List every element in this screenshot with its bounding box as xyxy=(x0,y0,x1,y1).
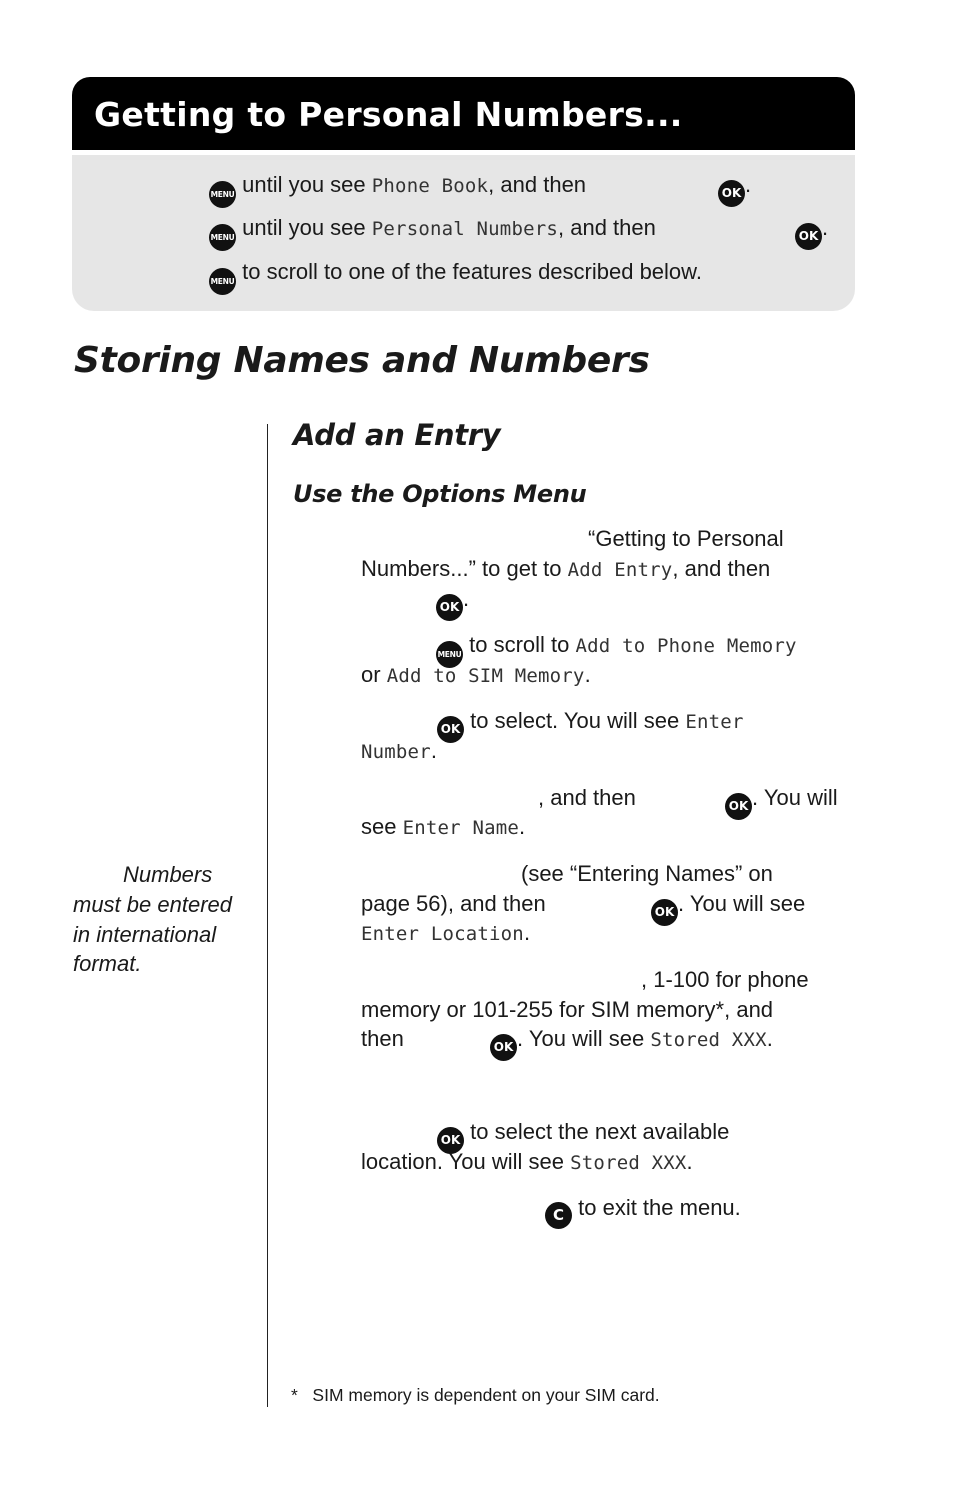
step-4-line-1a: , and then xyxy=(538,785,636,810)
step-5-line-1: (see “Entering Names” on xyxy=(521,861,773,886)
display-text: Add to SIM Memory xyxy=(386,665,585,687)
getting-step-2: MENU until you see Personal Numbers, and then xyxy=(209,215,656,251)
step-5-line-3: Enter Location. xyxy=(361,920,531,945)
ok-key-icon: OK xyxy=(651,899,678,926)
step-5-line-2b: OK . You will see xyxy=(651,889,805,926)
getting-step-3: MENU to scroll to one of the features described below. xyxy=(209,259,702,295)
step-1-line-2: Numbers...” to get to Add Entry, and then xyxy=(361,556,771,581)
subsection-subtitle: Use the Options Menu xyxy=(293,480,587,508)
display-text: Personal Numbers xyxy=(371,218,559,240)
display-text: Stored XXX xyxy=(650,1029,767,1051)
column-divider xyxy=(267,424,268,1407)
display-text: Stored XXX xyxy=(570,1152,687,1174)
step-2-line-1: MENU to scroll to Add to Phone Memory xyxy=(436,630,797,668)
menu-key-icon: MENU xyxy=(436,641,463,668)
menu-key-icon: MENU xyxy=(209,268,236,295)
ok-key-icon: OK xyxy=(490,1034,517,1061)
ok-key-icon: OK xyxy=(436,594,463,621)
ok-key-icon: OK xyxy=(718,180,745,207)
menu-key-icon: MENU xyxy=(209,181,236,208)
display-text: Add Entry xyxy=(567,559,673,581)
step-5-line-2a: page 56), and then xyxy=(361,891,546,916)
step-1-line-3: OK . xyxy=(436,584,469,621)
step-1-line-1: “Getting to Personal xyxy=(588,526,784,551)
getting-step-1-ok: OK . xyxy=(718,172,751,207)
step-4-line-1b: OK . You will xyxy=(725,783,838,820)
page-header-title: Getting to Personal Numbers... xyxy=(94,95,683,134)
step-6-line-1: , 1-100 for phone xyxy=(641,967,809,992)
section-title: Storing Names and Numbers xyxy=(74,340,650,381)
getting-step-2-ok: OK . xyxy=(795,215,828,250)
side-note: Numbers must be entered in international format. xyxy=(73,862,232,977)
step-8-line-1: C to exit the menu. xyxy=(545,1193,741,1229)
display-text: Enter Location xyxy=(361,923,524,945)
menu-key-icon: MENU xyxy=(209,224,236,251)
display-text: Add to Phone Memory xyxy=(575,635,797,657)
step-7-line-1: OK to select the next available xyxy=(437,1117,729,1154)
ok-key-icon: OK xyxy=(437,716,464,743)
footnote: * SIM memory is dependent on your SIM card. xyxy=(291,1385,660,1405)
display-text: Enter Name xyxy=(402,817,519,839)
step-3-line-2: Number. xyxy=(361,738,437,763)
subsection-title: Add an Entry xyxy=(293,418,501,452)
step-4-line-2: see Enter Name. xyxy=(361,814,526,839)
step-6-line-2: memory or 101-255 for SIM memory*, and xyxy=(361,997,774,1022)
step-2-line-2: or Add to SIM Memory. xyxy=(361,662,591,687)
ok-key-icon: OK xyxy=(725,793,752,820)
ok-key-icon: OK xyxy=(795,223,822,250)
step-6-line-3a: then xyxy=(361,1026,404,1051)
display-text: Enter xyxy=(685,711,744,733)
step-7-line-2: location. You will see Stored XXX. xyxy=(361,1149,693,1174)
display-text: Number xyxy=(361,741,431,763)
getting-step-1: MENU until you see Phone Book, and then xyxy=(209,172,586,208)
ok-key-icon: OK xyxy=(437,1127,464,1154)
step-6-line-3b: OK . You will see Stored XXX. xyxy=(490,1024,773,1061)
step-3-line-1: OK to select. You will see Enter xyxy=(437,706,744,743)
display-text: Phone Book xyxy=(371,175,489,197)
clear-key-icon: C xyxy=(545,1202,572,1229)
